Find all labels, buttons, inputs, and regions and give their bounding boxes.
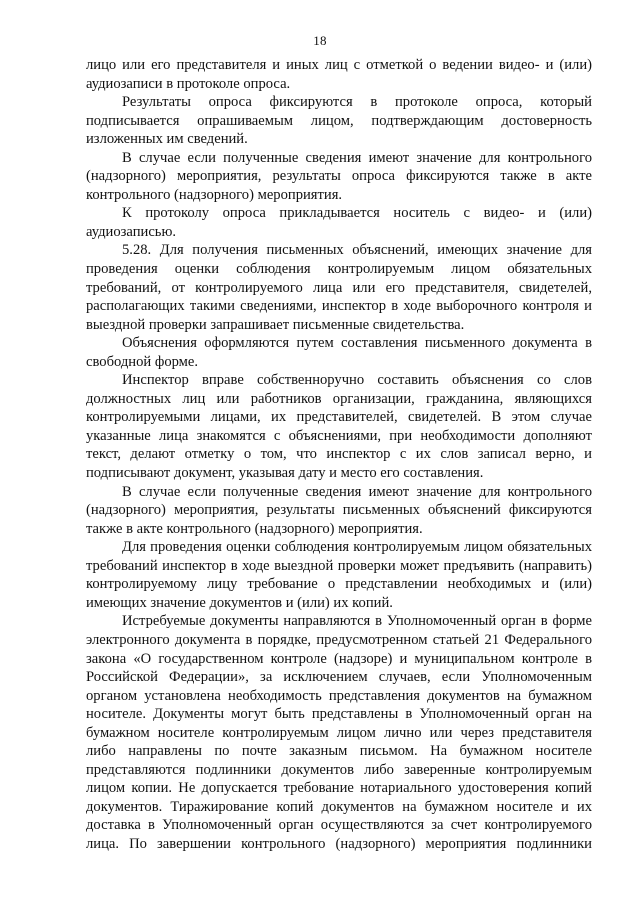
paragraph-survey-media: К протоколу опроса прикладывается носитель с видео- и (или) аудиозаписью. xyxy=(86,205,592,240)
paragraph-clause-5-28: 5.28. Для получения письменных объяснений, имеющих значение для проведения оценки соблюдения контролируемым лицом обязательных требований, от контролируемого лица или его представителя, свидетелей, располагающих такими сведениями, инспектор в ходе выборочного контроля и выездной проверки запрашивает письменные свидетельства. xyxy=(86,242,592,333)
page-number: 18 xyxy=(313,33,327,48)
paragraph-survey-results: Результаты опроса фиксируются в протоколе опроса, который подписывается опрашиваемым лицом, подтверждающим достоверность изложенных им сведений. xyxy=(86,94,592,148)
paragraph-documents-request: Для проведения оценки соблюдения контролируемым лицом обязательных требований инспектор в ходе выездной проверки может предъявить (направить) контролируемому лицу требование о представлении необходимых и (или) имеющих значение документов и (или) их копий. xyxy=(86,539,592,611)
paragraph-survey-act: В случае если полученные сведения имеют значение для контрольного (надзорного) мероприятия, результаты опроса фиксируются также в акте контрольного (надзорного) мероприятия. xyxy=(86,149,592,203)
paragraph-continuation: лицо или его представителя и иных лиц с отметкой о ведении видео- и (или) аудиозаписи в протоколе опроса. xyxy=(86,57,592,92)
document-body xyxy=(86,56,592,854)
paragraph-documents-delivery: Истребуемые документы направляются в Уполномоченный орган в форме электронного документа в порядке, предусмотренном статьей 21 Федерального закона «О государственном контроле (надзоре) и муниципальном контроле в Российской Федерации», за исключением случаев, если Уполномоченным органом установлена необходимость представления документов на бумажном носителе. Документы могут быть представлены в Уполномоченный орган на бумажном носителе контролируемым лицом лично или через представителя либо направлены по почте заказным письмом. На бумажном носителе представляются подлинники документов либо заверенные контролируемым лицом копии. Не допускается требование нотариального удостоверения копий документов. Тиражирование копий документов на бумажном носителе и их доставка в Уполномоченный орган осуществляются за счет контролируемого лица. По завершении контрольного (надзорного) мероприятия подлинники xyxy=(86,613,592,852)
paragraph-inspector-explanations: Инспектор вправе собственноручно составить объяснения со слов должностных лиц или работников организации, гражданина, являющихся контролируемыми лицами, их представителей, свидетелей. В этом случае указанные лица знакомятся с объяснениями, при необходимости дополняют текст, делают отметку о том, что инспектор с их слов записал верно, и подписывают документ, указывая дату и место его составления. xyxy=(86,372,592,482)
paragraph-explanations-act: В случае если полученные сведения имеют значение для контрольного (надзорного) мероприятия, результаты письменных объяснений фиксируются также в акте контрольного (надзорного) мероприятия. xyxy=(86,483,592,537)
paragraph-explanations-form: Объяснения оформляются путем составления письменного документа в свободной форме. xyxy=(86,335,592,370)
